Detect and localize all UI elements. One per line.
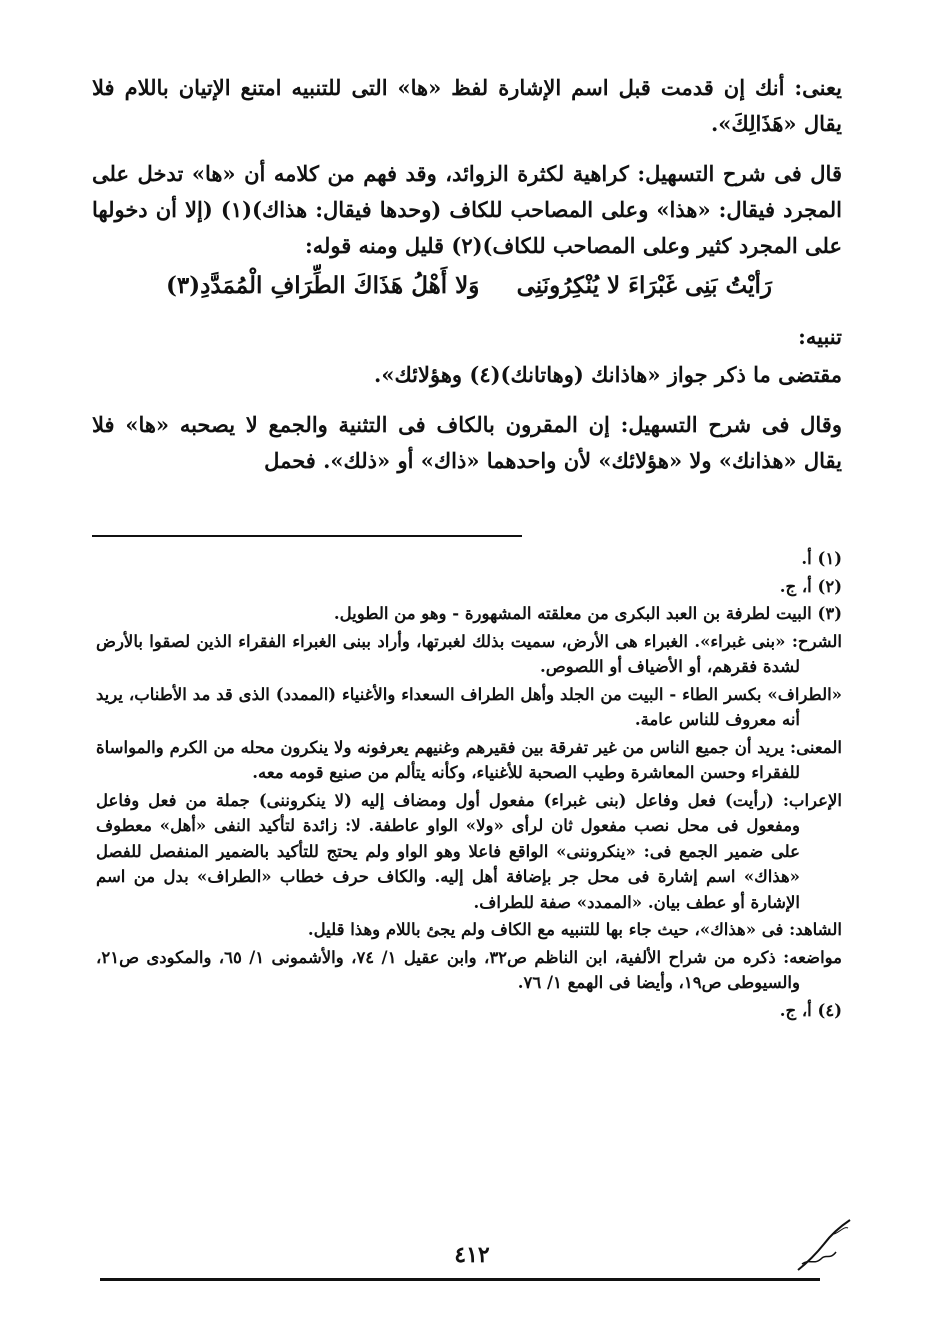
- verse-first-hemistich: رَأيْتُ بَنِى غَبْرَاءَ لا يُنْكِرُونَنِى: [516, 272, 772, 299]
- footnote-maana: المعنى: يريد أن جميع الناس من غير تفرقة بين فقيرهم وغنيهم يعرفونه ولا ينكرون محله من الكرم والمواساة للفقراء وحسن المعاشرة وطيب الصحبة للأغنياء، وكأنه يتألم من صنيع قومه معه.: [96, 737, 842, 782]
- page-number: ٤١٢: [454, 1242, 490, 1268]
- footnote-mawadiuh: مواضعه: ذكره من شراح الألفية، ابن الناظم ص٣٢، وابن عقيل ١/ ٧٤، والأشمونى ١/ ٦٥، والمكودى ص٢١، والسيوطى ص١٩، وأيضا فى الهمع ١/ ٧٦.: [96, 947, 843, 992]
- poetry-verse: [92, 268, 842, 312]
- footnote-1: (١) أ.: [801, 549, 842, 568]
- footnote-separator: [92, 535, 522, 537]
- footnotes: [96, 546, 842, 1023]
- footnote-3: (٣) البيت لطرفة بن العبد البكرى من معلقته المشهورة - وهو من الطويل.: [333, 604, 842, 623]
- footnote-irab: الإعراب: (رأيت) فعل وفاعل (بنى غبراء) مفعول أول ومضاف إليه (لا ينكروننى) جملة من فعل وفاعل ومفعول فى محل نصب مفعول ثان لرأى «ولا» الواو عاطفة. لا: زائدة لتأكيد النفى «أهل» معطوف على ضمير الجمع فى: «ينكروننى» الواقع فاعلا وهو الواو ولم يحتج للتأكيد بالضمير المنفصل للفصل «هذاك» اسم إشارة فى محل جر بإضافة أهل إليه. والكاف حرف خطاب «الطراف» بدل من اسم الإشارة أو عطف بيان. «الممدد» صفة للطراف.: [96, 790, 842, 912]
- flourish-ornament-icon: [794, 1214, 854, 1274]
- main-text: [92, 70, 842, 479]
- paragraph-1: يعنى: أنك إن قدمت قبل اسم الإشارة لفظ «ها» التى للتنبيه امتنع الإتيان باللام فلا يقال «هَذَالِكَ».: [92, 75, 842, 136]
- footnote-4: (٤) أ، ج.: [779, 1000, 842, 1020]
- footnote-sharh: الشرح: «بنى غبراء». الغبراء هى الأرض، سميت بذلك لغبرتها، وأراد ببنى الغبراء الفقراء الذين لصقوا بالأرض لشدة فقرهم، أو الأضياف أو اللصوص.: [96, 631, 842, 676]
- footnote-shahid: الشاهد: فى «هذاك»، حيث جاء بها للتنبيه مع الكاف ولم يجئ باللام وهذا قليل.: [307, 920, 842, 939]
- tanbih-heading: تنبيه:: [798, 324, 842, 349]
- paragraph-4: وقال فى شرح التسهيل: إن المقرون بالكاف فى التثنية والجمع لا يصحبه «ها» فلا يقال «هذانك» ولا «هؤلائك» لأن واحدهما «ذاك» أو «ذلك». فحمل: [92, 412, 842, 473]
- paragraph-2: قال فى شرح التسهيل: كراهية لكثرة الزوائد، وقد فهم من كلامه أن «ها» تدخل على المجرد فيقال: «هذا» وعلى المصاحب للكاف (وحدها فيقال: هذاك)(١) (إلا أن دخولها على المجرد كثير وعلى المصاحب للكاف)(٢) قليل ومنه قوله:: [92, 161, 842, 258]
- bottom-rule: [100, 1278, 820, 1281]
- paragraph-3: مقتضى ما ذكر جواز «هاذانك (وهاتانك)(٤) وهؤلائك».: [374, 362, 842, 387]
- verse-second-hemistich: وَلا أَهْلُ هَذَاكَ الطِّرَافِ الْمُمَدَّدِ(٣): [166, 272, 480, 299]
- footnote-2: (٢) أ، ج.: [779, 576, 842, 596]
- footnote-tiraf: «الطراف» بكسر الطاء - البيت من الجلد وأهل الطراف السعداء والأغنياء (الممدد) الذى قد مد الأطناب، يريد أنه معروف للناس عامة.: [96, 684, 842, 729]
